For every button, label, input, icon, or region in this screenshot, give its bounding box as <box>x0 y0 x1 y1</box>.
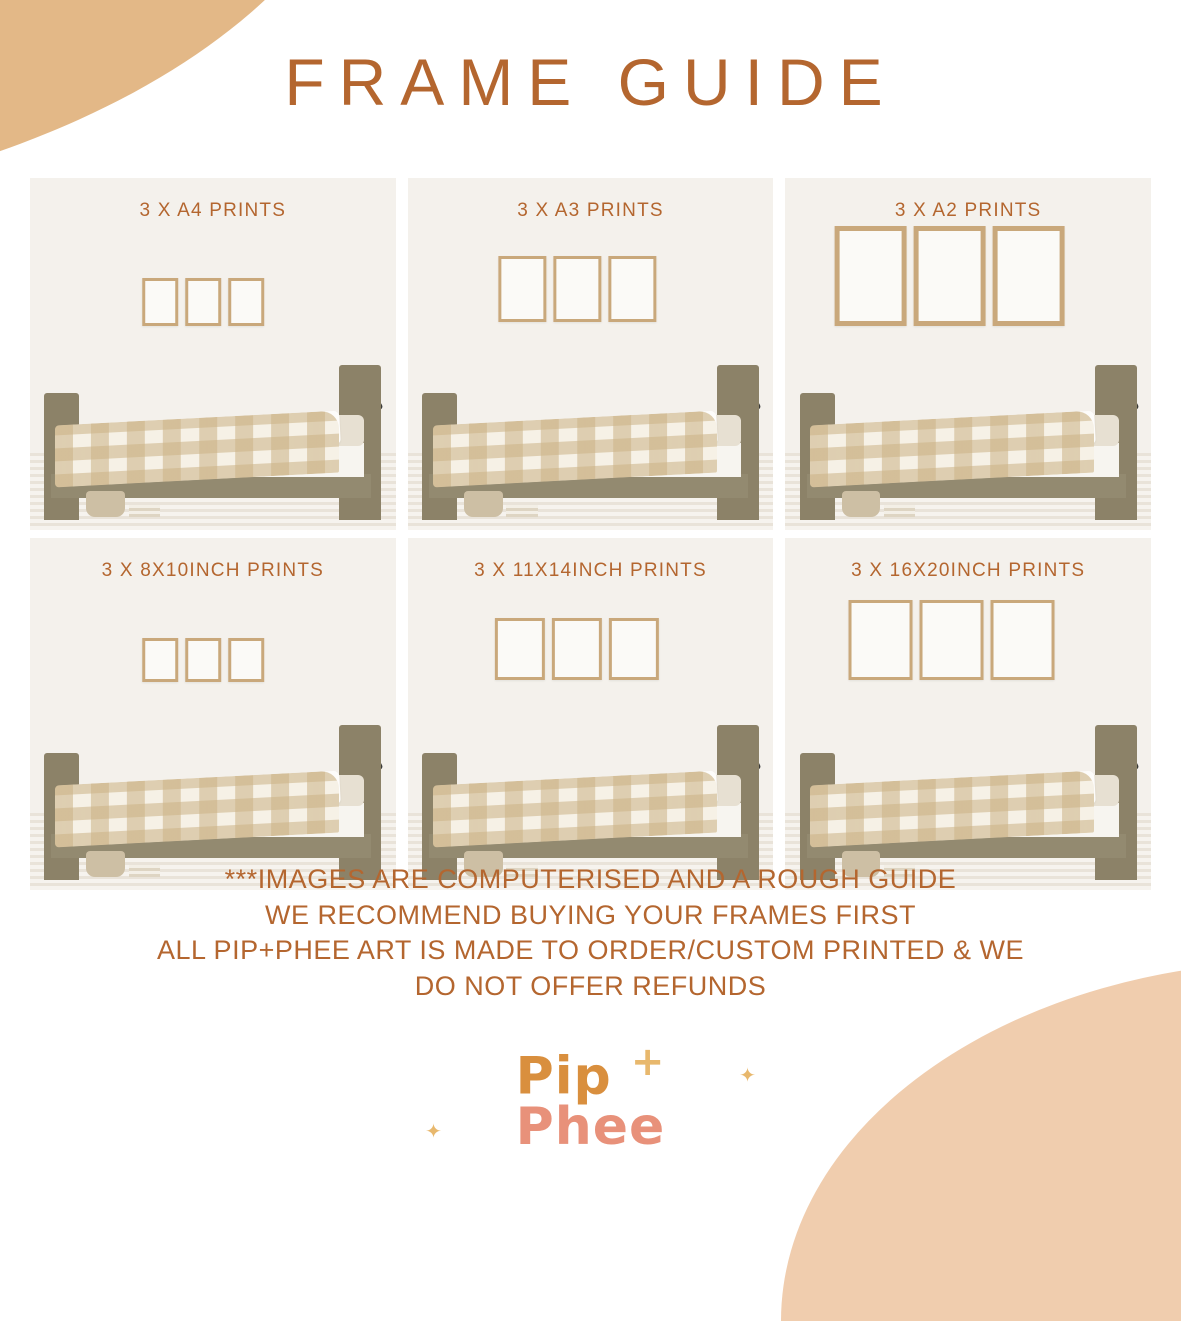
bed <box>793 725 1144 880</box>
logo-word-pip: Pip <box>515 1046 612 1107</box>
wall-frame <box>495 618 545 680</box>
bed <box>793 365 1144 520</box>
mockup-label: 3 X A4 PRINTS <box>139 200 287 221</box>
bed <box>415 725 766 880</box>
storage-basket <box>86 491 125 517</box>
mockup-card-16x20 <box>785 538 1151 890</box>
room-scene <box>408 178 774 530</box>
mockup-card-11x14 <box>408 538 774 890</box>
wall-frame <box>609 256 657 322</box>
wall-frame <box>991 600 1055 680</box>
book-stack <box>506 505 538 517</box>
frame-set <box>142 638 264 682</box>
brand-logo <box>0 1038 1181 1158</box>
wall-frame <box>849 600 913 680</box>
room-scene <box>30 178 396 530</box>
logo-plus-icon: + <box>630 1038 666 1085</box>
bed <box>37 725 388 880</box>
mockup-label: 3 X 16X20INCH PRINTS <box>851 560 1086 581</box>
book-stack <box>884 505 916 517</box>
frame-set <box>495 618 659 680</box>
logo-line-1 <box>0 1038 1181 1107</box>
mockup-label: 3 X 8X10INCH PRINTS <box>101 560 325 581</box>
wall-frame <box>554 256 602 322</box>
mockup-card-a4 <box>30 178 396 530</box>
room-scene <box>408 538 774 890</box>
storage-basket <box>842 491 881 517</box>
storage-basket <box>464 491 503 517</box>
mockup-card-a2 <box>785 178 1151 530</box>
frame-set <box>142 278 264 326</box>
wall-frame <box>552 618 602 680</box>
room-scene <box>785 538 1151 890</box>
note-line-4: DO NOT OFFER REFUNDS <box>414 970 767 1001</box>
frame-set <box>849 600 1055 680</box>
room-scene <box>785 178 1151 530</box>
book-stack <box>129 505 161 517</box>
room-scene <box>30 538 396 890</box>
note-line-3: ALL PIP+PHEE ART IS MADE TO ORDER/CUSTOM PRINTED & WE <box>157 935 1024 966</box>
mockup-label: 3 X A3 PRINTS <box>517 200 664 221</box>
bed <box>415 365 766 520</box>
mockup-card-a3 <box>408 178 774 530</box>
wall-frame <box>142 638 178 682</box>
mockup-label: 3 X 11X14INCH PRINTS <box>474 560 707 581</box>
wall-frame <box>228 638 264 682</box>
wall-frame <box>920 600 984 680</box>
page-title: FRAME GUIDE <box>284 45 897 119</box>
note-line-1: ***IMAGES ARE COMPUTERISED AND A ROUGH GUIDE <box>224 864 957 894</box>
frame-guide-grid <box>30 178 1151 890</box>
sparkle-icon: ✦ <box>425 1119 442 1143</box>
sparkle-icon: ✦ <box>739 1063 756 1087</box>
mockup-card-8x10 <box>30 538 396 890</box>
wall-frame <box>914 226 986 326</box>
disclaimer-notes <box>0 862 1181 1005</box>
wall-frame <box>835 226 907 326</box>
mockup-label: 3 X A2 PRINTS <box>894 200 1042 221</box>
note-line-2: WE RECOMMEND BUYING YOUR FRAMES FIRST <box>264 899 917 930</box>
logo-line-2 <box>0 1097 1181 1158</box>
wall-frame <box>142 278 178 326</box>
wall-frame <box>993 226 1065 326</box>
frame-set <box>835 226 1065 326</box>
bed <box>37 365 388 520</box>
wall-frame <box>185 638 221 682</box>
wall-frame <box>499 256 547 322</box>
wall-frame <box>185 278 221 326</box>
frame-set <box>499 256 657 322</box>
logo-word-phee: Phee <box>515 1097 666 1158</box>
wall-frame <box>609 618 659 680</box>
wall-frame <box>228 278 264 326</box>
